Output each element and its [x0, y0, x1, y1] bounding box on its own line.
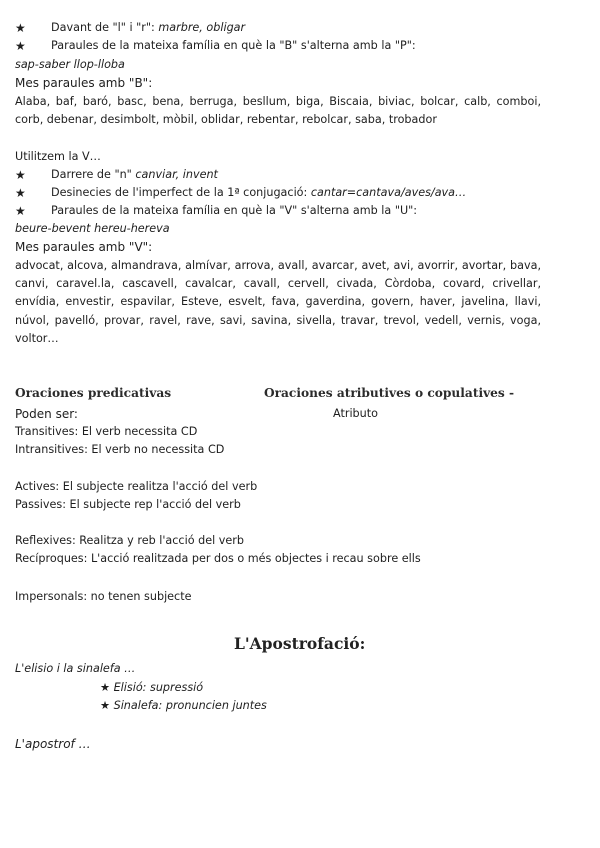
star-bullet-icon: ★ [100, 681, 111, 694]
rule-b-liquid [51, 19, 245, 37]
apostrofacio-title: L'Apostrofació: [234, 634, 366, 653]
rule-text: Paraules de la mateixa família en què la "V" s'alterna amb la "U": [51, 204, 418, 217]
rule-v-imperfect [51, 184, 466, 202]
rule-b-p-alternation [51, 37, 416, 55]
b-words-heading: Mes paraules amb "B": [15, 76, 153, 90]
transitives-line: Transitives: El verb necessita CD [15, 425, 198, 438]
sinalefa-item [100, 697, 267, 715]
actives-line: Actives: El subjecte realitza l'acció del verb [15, 480, 258, 493]
rule-example: canviar, invent [135, 168, 218, 181]
rule-text: Darrere de "n" [51, 168, 136, 181]
v-pair-examples: beure-bevent hereu-hereva [15, 222, 170, 235]
b-pair-examples: sap-saber llop-lloba [15, 58, 125, 71]
v-words-heading: Mes paraules amb "V": [15, 240, 153, 254]
star-bullet-icon: ★ [15, 39, 26, 53]
elisio-item-text: Elisió: supressió [113, 681, 204, 694]
impersonals-line: Impersonals: no tenen subjecte [15, 590, 192, 603]
sinalefa-item-text: Sinalefa: pronuncien juntes [113, 699, 267, 712]
reflexives-line: Reflexives: Realitza y reb l'acció del verb [15, 534, 244, 547]
b-words-list: Alaba, baf, baró, basc, bena, berruga, besllum, biga, Biscaia, biviac, bolcar, calb, comboi, corb, debenar, desimbolt, mòbil, oblidar, rebentar, rebolcar, saba, trobador [15, 95, 541, 127]
reciproques-line: Recíproques: L'acció realitzada per dos o més objectes i recau sobre ells [15, 552, 421, 565]
passives-line: Passives: El subjecte rep l'acció del verb [15, 498, 241, 511]
poden-ser-label: Poden ser: [15, 407, 78, 421]
v-words-list: advocat, alcova, almandrava, almívar, arrova, avall, avarcar, avet, avi, avorrir, avortar, bava, canvi, caravel.la, cascavell, cavalcar, cavall, cervell, civada, Còrdoba, covard, crivellar, envídia, envestir, espavilar, Esteve, esvelt, fava, gaverdina, govern, haver, javelina, llavi, núvol, pavelló, provar, ravel, rave, savi, savina, sivella, travar, trevol, vedell, vernis, voga, voltor… [15, 259, 541, 345]
elisio-heading: L'elisio i la sinalefa … [15, 662, 136, 675]
star-bullet-icon: ★ [100, 699, 111, 712]
rule-v-u-alternation [51, 202, 417, 220]
rule-text: Paraules de la mateixa família en què la "B" s'alterna amb la "P": [51, 39, 416, 52]
rule-text: Davant de "l" i "r": [51, 21, 159, 34]
rule-v-after-n [51, 166, 218, 184]
star-bullet-icon: ★ [15, 186, 26, 200]
rule-example: marbre, obligar [158, 21, 246, 34]
apostrof-heading: L'apostrof … [15, 737, 91, 751]
star-bullet-icon: ★ [15, 204, 26, 218]
intransitives-line: Intransitives: El verb no necessita CD [15, 443, 225, 456]
rule-example: cantar=cantava/aves/ava… [310, 186, 467, 199]
star-bullet-icon: ★ [15, 168, 26, 182]
v-section-heading: Utilitzem la V… [15, 150, 101, 163]
star-bullet-icon: ★ [15, 21, 26, 35]
atribut-label: Atributo [333, 407, 378, 420]
atributives-heading: Oraciones atributives o copulatives - [264, 386, 515, 400]
rule-text: Desinecies de l'imperfect de la 1ª conjugació: [51, 186, 311, 199]
elisio-item [100, 679, 203, 697]
predicativas-heading: Oraciones predicativas [15, 386, 172, 400]
